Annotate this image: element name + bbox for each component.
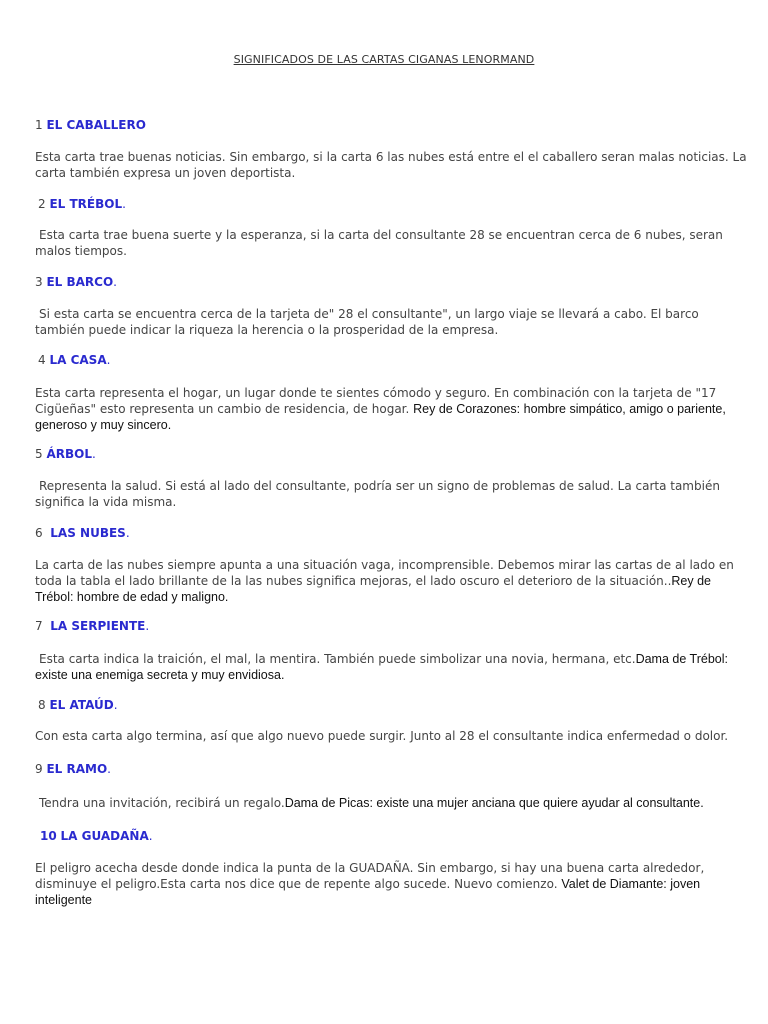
card-description	[35, 728, 747, 744]
card-name: LA CASA	[49, 353, 107, 367]
card-number: 7	[35, 619, 43, 633]
card-section	[35, 618, 747, 682]
card-name: LA SERPIENTE	[50, 619, 146, 633]
card-number: 3	[35, 275, 43, 289]
card-name: EL BARCO	[46, 275, 114, 289]
card-number: 10	[40, 829, 57, 843]
card-extra: Rey de Trébol: hombre de edad y maligno.	[35, 574, 712, 604]
card-number: 5	[35, 447, 43, 461]
card-heading	[35, 525, 747, 541]
card-section	[35, 761, 747, 810]
card-section	[35, 828, 752, 907]
card-name: EL ATAÚD	[49, 698, 114, 712]
card-heading-period: .	[148, 829, 153, 843]
card-section	[35, 274, 747, 337]
card-heading-period: .	[145, 619, 150, 633]
card-text: El peligro acecha desde donde indica la punta de la GUADAÑA. Sin embargo, si hay una buena carta alrededor, disminuye el peligro.Esta carta nos dice que de repente algo sucede. Nuevo comienzo.	[35, 861, 705, 891]
card-name: EL CABALLERO	[46, 118, 146, 132]
card-name: LAS NUBES	[50, 526, 126, 540]
card-heading-period: .	[113, 698, 118, 712]
card-description	[35, 385, 747, 433]
card-description	[35, 651, 747, 683]
card-extra: Valet de Diamante: joven inteligente	[35, 877, 701, 907]
card-heading	[38, 697, 750, 713]
card-section	[35, 525, 747, 604]
card-description	[35, 227, 747, 259]
card-section	[35, 352, 750, 432]
card-section	[35, 697, 750, 743]
card-heading	[35, 274, 747, 290]
card-text: Si esta carta se encuentra cerca de la tarjeta de" 28 el consultante", un largo viaje se llevará a cabo. El barco también puede indicar la riqueza la herencia o la prosperidad de la empresa.	[35, 307, 699, 337]
card-heading-period: .	[92, 447, 96, 461]
card-name: EL TRÉBOL	[49, 197, 123, 211]
card-description	[35, 478, 747, 510]
card-name: ÁRBOL	[46, 447, 92, 461]
card-heading-period: .	[113, 275, 117, 289]
card-description	[35, 557, 747, 605]
card-name: EL RAMO	[46, 762, 108, 776]
card-heading	[35, 618, 747, 634]
card-text: Esta carta indica la traición, el mal, la mentira. También puede simbolizar una novia, hermana, etc.	[39, 652, 636, 666]
card-section	[35, 196, 750, 258]
card-text: Representa la salud. Si está al lado del consultante, podría ser un signo de problemas de salud. La carta también significa la vida misma.	[35, 479, 720, 509]
card-extra: Dama de Trébol: existe una enemiga secreta y muy envidiosa.	[35, 652, 728, 682]
document-title: SIGNIFICADOS DE LAS CARTAS CIGANAS LENORMAND	[233, 53, 535, 66]
card-heading-period: .	[107, 762, 111, 776]
card-text: Tendra una invitación, recibirá un regalo.	[39, 796, 285, 810]
card-heading-period: .	[122, 197, 126, 211]
card-text: La carta de las nubes siempre apunta a una situación vaga, incomprensible. Debemos mirar las cartas de al lado en toda la tabla el lado brillante de la las nubes significa mejoras, el lado oscuro el deterioro de la situación..	[35, 558, 734, 588]
card-text: Esta carta representa el hogar, un lugar donde te sientes cómodo y seguro. En combinación con la tarjeta de "17 Cigüeñas" esto representa un cambio de residencia, de hogar.	[35, 386, 717, 416]
card-number: 2	[38, 197, 46, 211]
card-text: Esta carta trae buena suerte y la esperanza, si la carta del consultante 28 se encuentran cerca de 6 nubes, seran malos tiempos.	[35, 228, 723, 258]
card-description	[35, 795, 747, 811]
card-heading	[35, 117, 747, 133]
card-section	[35, 117, 747, 180]
card-extra: Dama de Picas: existe una mujer anciana que quiere ayudar al consultante.	[284, 796, 704, 810]
card-number: 4	[38, 353, 46, 367]
card-number: 6	[35, 526, 43, 540]
card-text: Esta carta trae buenas noticias. Sin embargo, si la carta 6 las nubes está entre el el caballero seran malas noticias. La carta también expresa un joven deportista.	[35, 150, 747, 180]
card-heading	[38, 352, 750, 368]
card-section	[35, 446, 747, 509]
card-heading-period: .	[106, 353, 111, 367]
card-name: LA GUADAÑA	[60, 829, 149, 843]
card-heading	[35, 446, 747, 462]
card-text: Con esta carta algo termina, así que algo nuevo puede surgir. Junto al 28 el consultante indica enfermedad o dolor.	[35, 729, 729, 743]
card-number: 1	[35, 118, 43, 132]
card-heading-period: .	[125, 526, 130, 540]
card-description	[35, 306, 747, 338]
card-heading	[40, 828, 752, 844]
card-number: 8	[38, 698, 46, 712]
card-heading	[35, 761, 747, 777]
card-extra: Rey de Corazones: hombre simpático, amigo o pariente, generoso y muy sincero.	[35, 402, 726, 432]
card-number: 9	[35, 762, 43, 776]
card-description	[35, 860, 747, 908]
card-description	[35, 149, 747, 181]
card-heading	[38, 196, 750, 212]
